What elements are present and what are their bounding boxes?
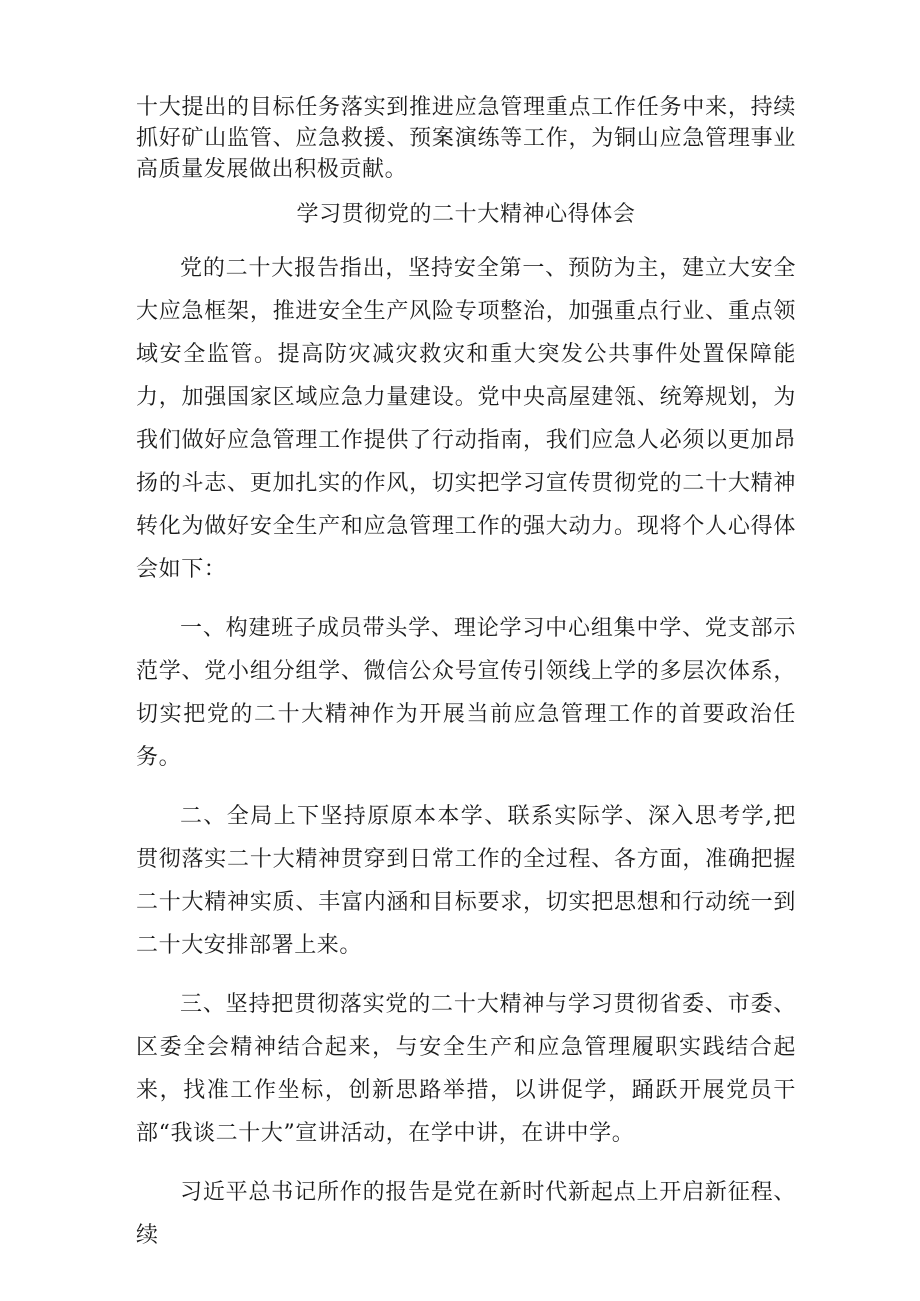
- document-title: 学习贯彻党的二十大精神心得体会: [296, 202, 636, 227]
- body-paragraph: 习近平总书记所作的报告是党在新时代新起点上开启新征程、续: [136, 1180, 796, 1248]
- lead-paragraph: 十大提出的目标任务落实到推进应急管理重点工作任务中来，持续抓好矿山监管、应急救援、预案演练等工作，为铜山应急管理事业高质量发展做出积极贡献。: [136, 95, 796, 182]
- body-paragraph: 三、坚持把贯彻落实党的二十大精神与学习贯彻省委、市委、区委全会精神结合起来，与安全生产和应急管理履职实践结合起来，找准工作坐标，创新思路举措，以讲促学，踊跃开展党员干部“我谈二十大”宣讲活动，在学中讲，在讲中学。: [136, 992, 796, 1146]
- body-paragraph: 党的二十大报告指出，坚持安全第一、预防为主，建立大安全大应急框架，推进安全生产风险专项整治，加强重点行业、重点领域安全监管。提高防灾减灾救灾和重大突发公共事件处置保障能力，加强国家区域应急力量建设。党中央高屋建瓴、统筹规划，为我们做好应急管理工作提供了行动指南，我们应急人必须以更加昂扬的斗志、更加扎实的作风，切实把学习宣传贯彻党的二十大精神转化为做好安全生产和应急管理工作的强大动力。现将个人心得体会如下：: [136, 256, 796, 582]
- body-paragraph: 二、全局上下坚持原原本本学、联系实际学、深入思考学,把贯彻落实二十大精神贯穿到日常工作的全过程、各方面，准确把握二十大精神实质、丰富内涵和目标要求，切实把思想和行动统一到二十大安排部署上来。: [136, 804, 796, 958]
- body-paragraph: 一、构建班子成员带头学、理论学习中心组集中学、党支部示范学、党小组分组学、微信公众号宣传引领线上学的多层次体系，切实把党的二十大精神作为开展当前应急管理工作的首要政治任务。: [136, 616, 796, 770]
- document-page: [136, 92, 796, 1257]
